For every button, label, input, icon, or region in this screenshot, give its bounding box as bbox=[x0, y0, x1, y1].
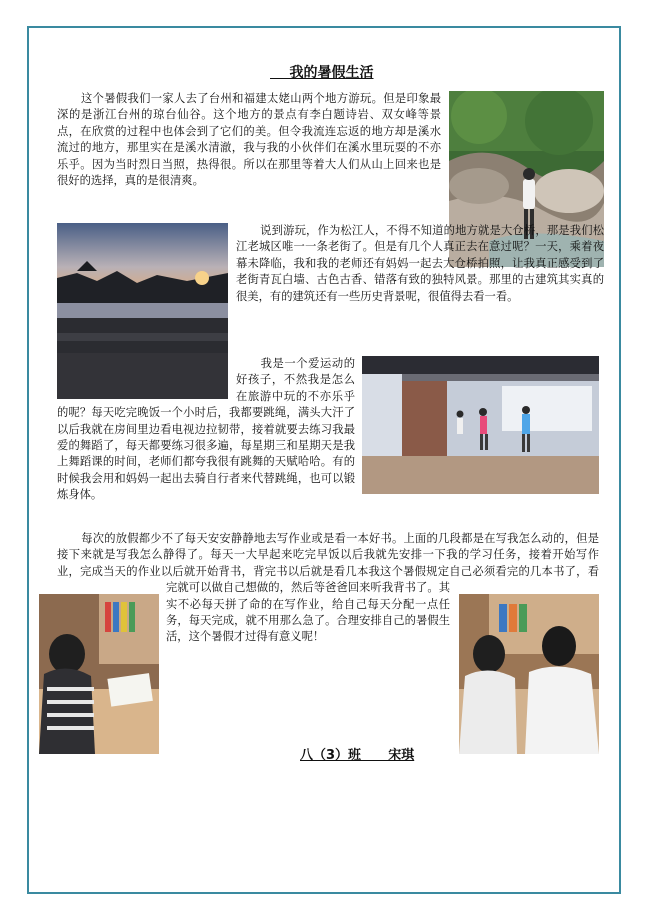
dance-studio-photo bbox=[362, 356, 599, 494]
text-wrap-spacer bbox=[57, 223, 236, 305]
paragraph-3: 我是一个爱运动的好孩子，不然我是怎么在旅游中玩的不亦乐乎的呢？每天吃完晚饭一个小时后，我都要跳绳，满头大汗了以后我就在房间里边看电视边拉韧带，接着就要去练习我最爱的舞蹈了，每天都要练习很多遍，每星期三和星期天是我上舞蹈课的时间，老师们都夸我很有跳舞的天赋哈哈。有的时候我会用和妈妈一起出去骑自行者来代替跳绳，也可以锻炼身体。 bbox=[57, 357, 355, 502]
article-title: 我的暑假生活 bbox=[270, 65, 374, 81]
paragraph-4: 每次的放假都少不了每天安安静静地去写作业或是看一本好书。上面的几段都是在写我怎么动的，但是接下来就是写我怎么静得了。每天一大早起来吃完早饭以后我就先安排一下我的学习任务，接着开始写作业，完成当天的作业以后就开始背书，背完书以后就是看几本我这个暑假规定自己必须看完的几本书了，看完就可以做自己想做的，然后等爸爸回来听我背书了。其实不必每天拼了命的在写作业，给自己每天分配一点任务，每天完成，就不用那么急了。合理安排自己的暑假生活，这个暑假才过得有意义呢！ bbox=[57, 532, 599, 644]
class-signature: 八（3）班 宋琪 bbox=[300, 748, 415, 763]
text-wrap-spacer bbox=[57, 356, 236, 404]
paragraph-1: 这个暑假我们一家人去了台州和福建太姥山两个地方游玩。但是印象最深的是浙江台州的琼台仙谷。这个地方的景点有李白题诗岩、双女峰等景点，在欣赏的过程中也体会到了它们的美。但令我流连忘返的地方却是溪水流过的地方，那里实在是溪水清澈，我与我的小伙伴们在溪水里玩耍的不亦乐乎。因为当时烈日当照，热得很。所以在那里等着大人们从山上回来也是很好的选择，真的是很清爽。 bbox=[57, 92, 441, 188]
paragraph-2: 说到游玩，作为松江人，不得不知道的地方就是大仓桥，那是我们松江老城区唯一一条老街了。但是有几个人真正去在意过呢？一天，乘着夜幕未降临，我和我的老师还有妈妈一起去大仓桥拍照，让我真正感受到了老街青瓦白墙、古色古香、错落有致的独特风景。那里的古建筑其实真的很美，有的建筑还有一些历史背景呢，很值得去看一看。 bbox=[57, 223, 604, 305]
